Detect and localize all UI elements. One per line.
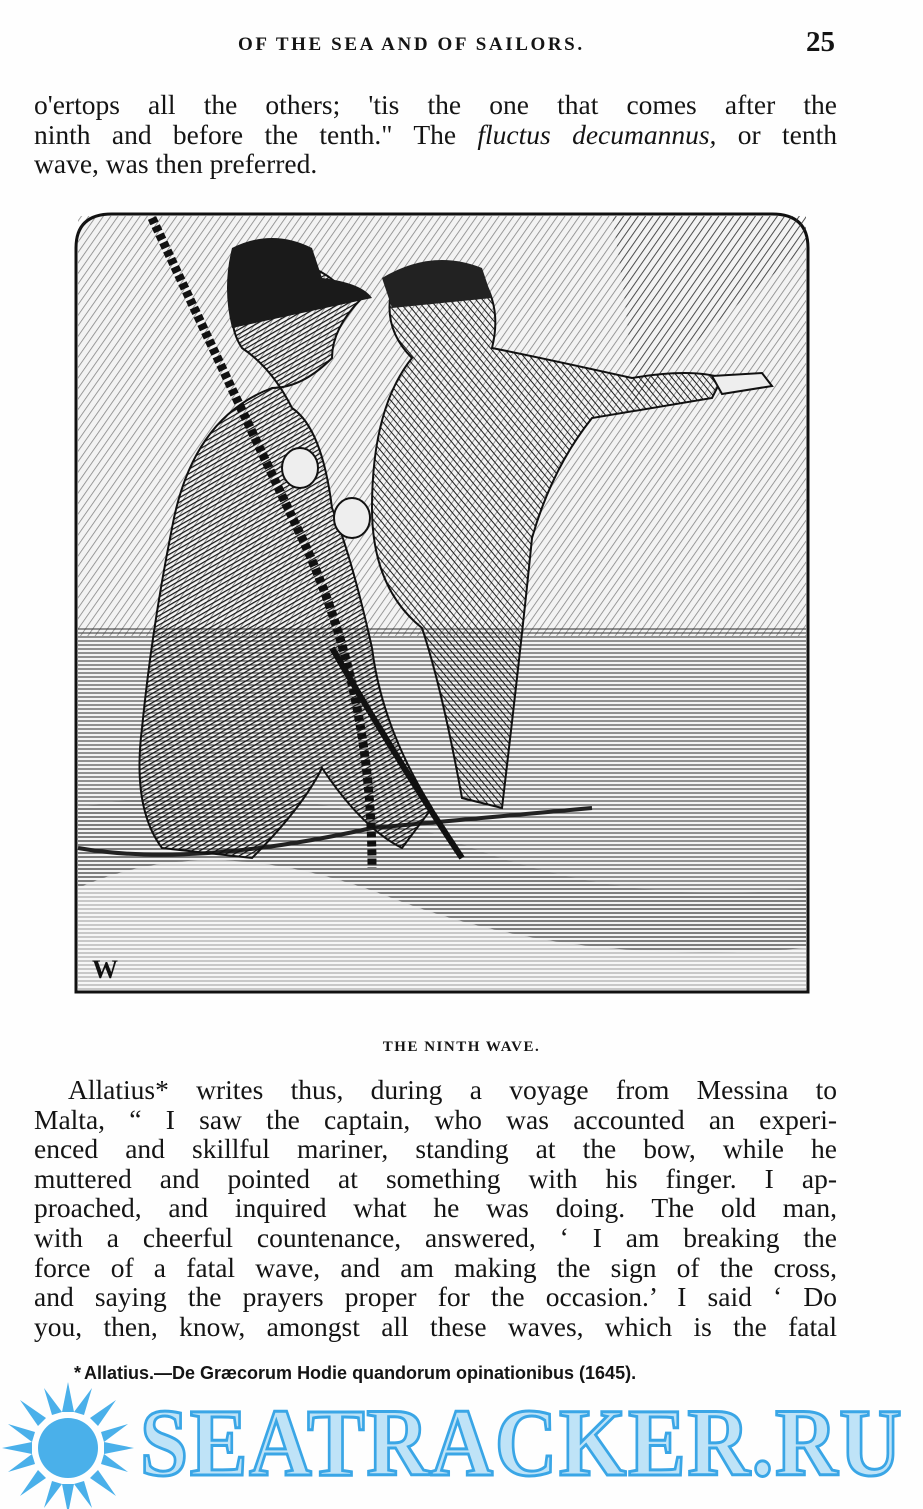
text-line: muttered and pointed at something with his finger. I ap- [34,1162,837,1194]
text-line: Allatius* writes thus, during a voyage from Messina to [68,1074,837,1105]
footnote-text: Allatius.—De Græcorum Hodie quandorum opinationibus (1645). [84,1363,637,1383]
text-line: and saying the prayers proper for the occasion.’ I said ‘ Do [34,1281,837,1313]
text-line: force of a fatal wave, and am making the sign of the cross, [34,1251,837,1283]
text-line: o'ertops all the others; 'tis the one that comes after the [34,89,837,120]
lead-paragraph [34,90,837,179]
ninth-wave-engraving [72,208,812,996]
text-line: enced and skillful mariner, standing at the bow, while he [34,1133,837,1165]
text-line: Malta, “ I saw the captain, who was accounted an experi- [34,1103,837,1135]
sun-burst-icon [2,1382,134,1509]
text-span: or tenth [716,118,837,150]
hand [334,498,370,538]
running-head: OF THE SEA AND OF SAILORS. [238,34,585,55]
text-line: you, then, know, amongst all these waves, which is the fatal [34,1310,837,1342]
text-line: proached, and inquired what he was doing. The old man, [34,1192,837,1224]
watermark-text: SEATRACKER.RU [140,1389,904,1496]
text-line: with a cheerful countenance, answered, ‘ I am breaking the [34,1221,837,1253]
hand [282,448,318,488]
latin-term: fluctus decumannus, [477,118,717,150]
page-header [0,26,923,62]
text-line: wave, was then preferred. [34,148,318,180]
main-paragraph [34,1075,837,1341]
page-number: 25 [806,26,835,58]
footnote-marker: * [74,1363,82,1383]
text-span: ninth and before the tenth." The [34,118,478,150]
artist-signature: W [92,955,118,984]
illustration-caption: THE NINTH WAVE. [382,1039,541,1055]
text-line [34,120,837,150]
